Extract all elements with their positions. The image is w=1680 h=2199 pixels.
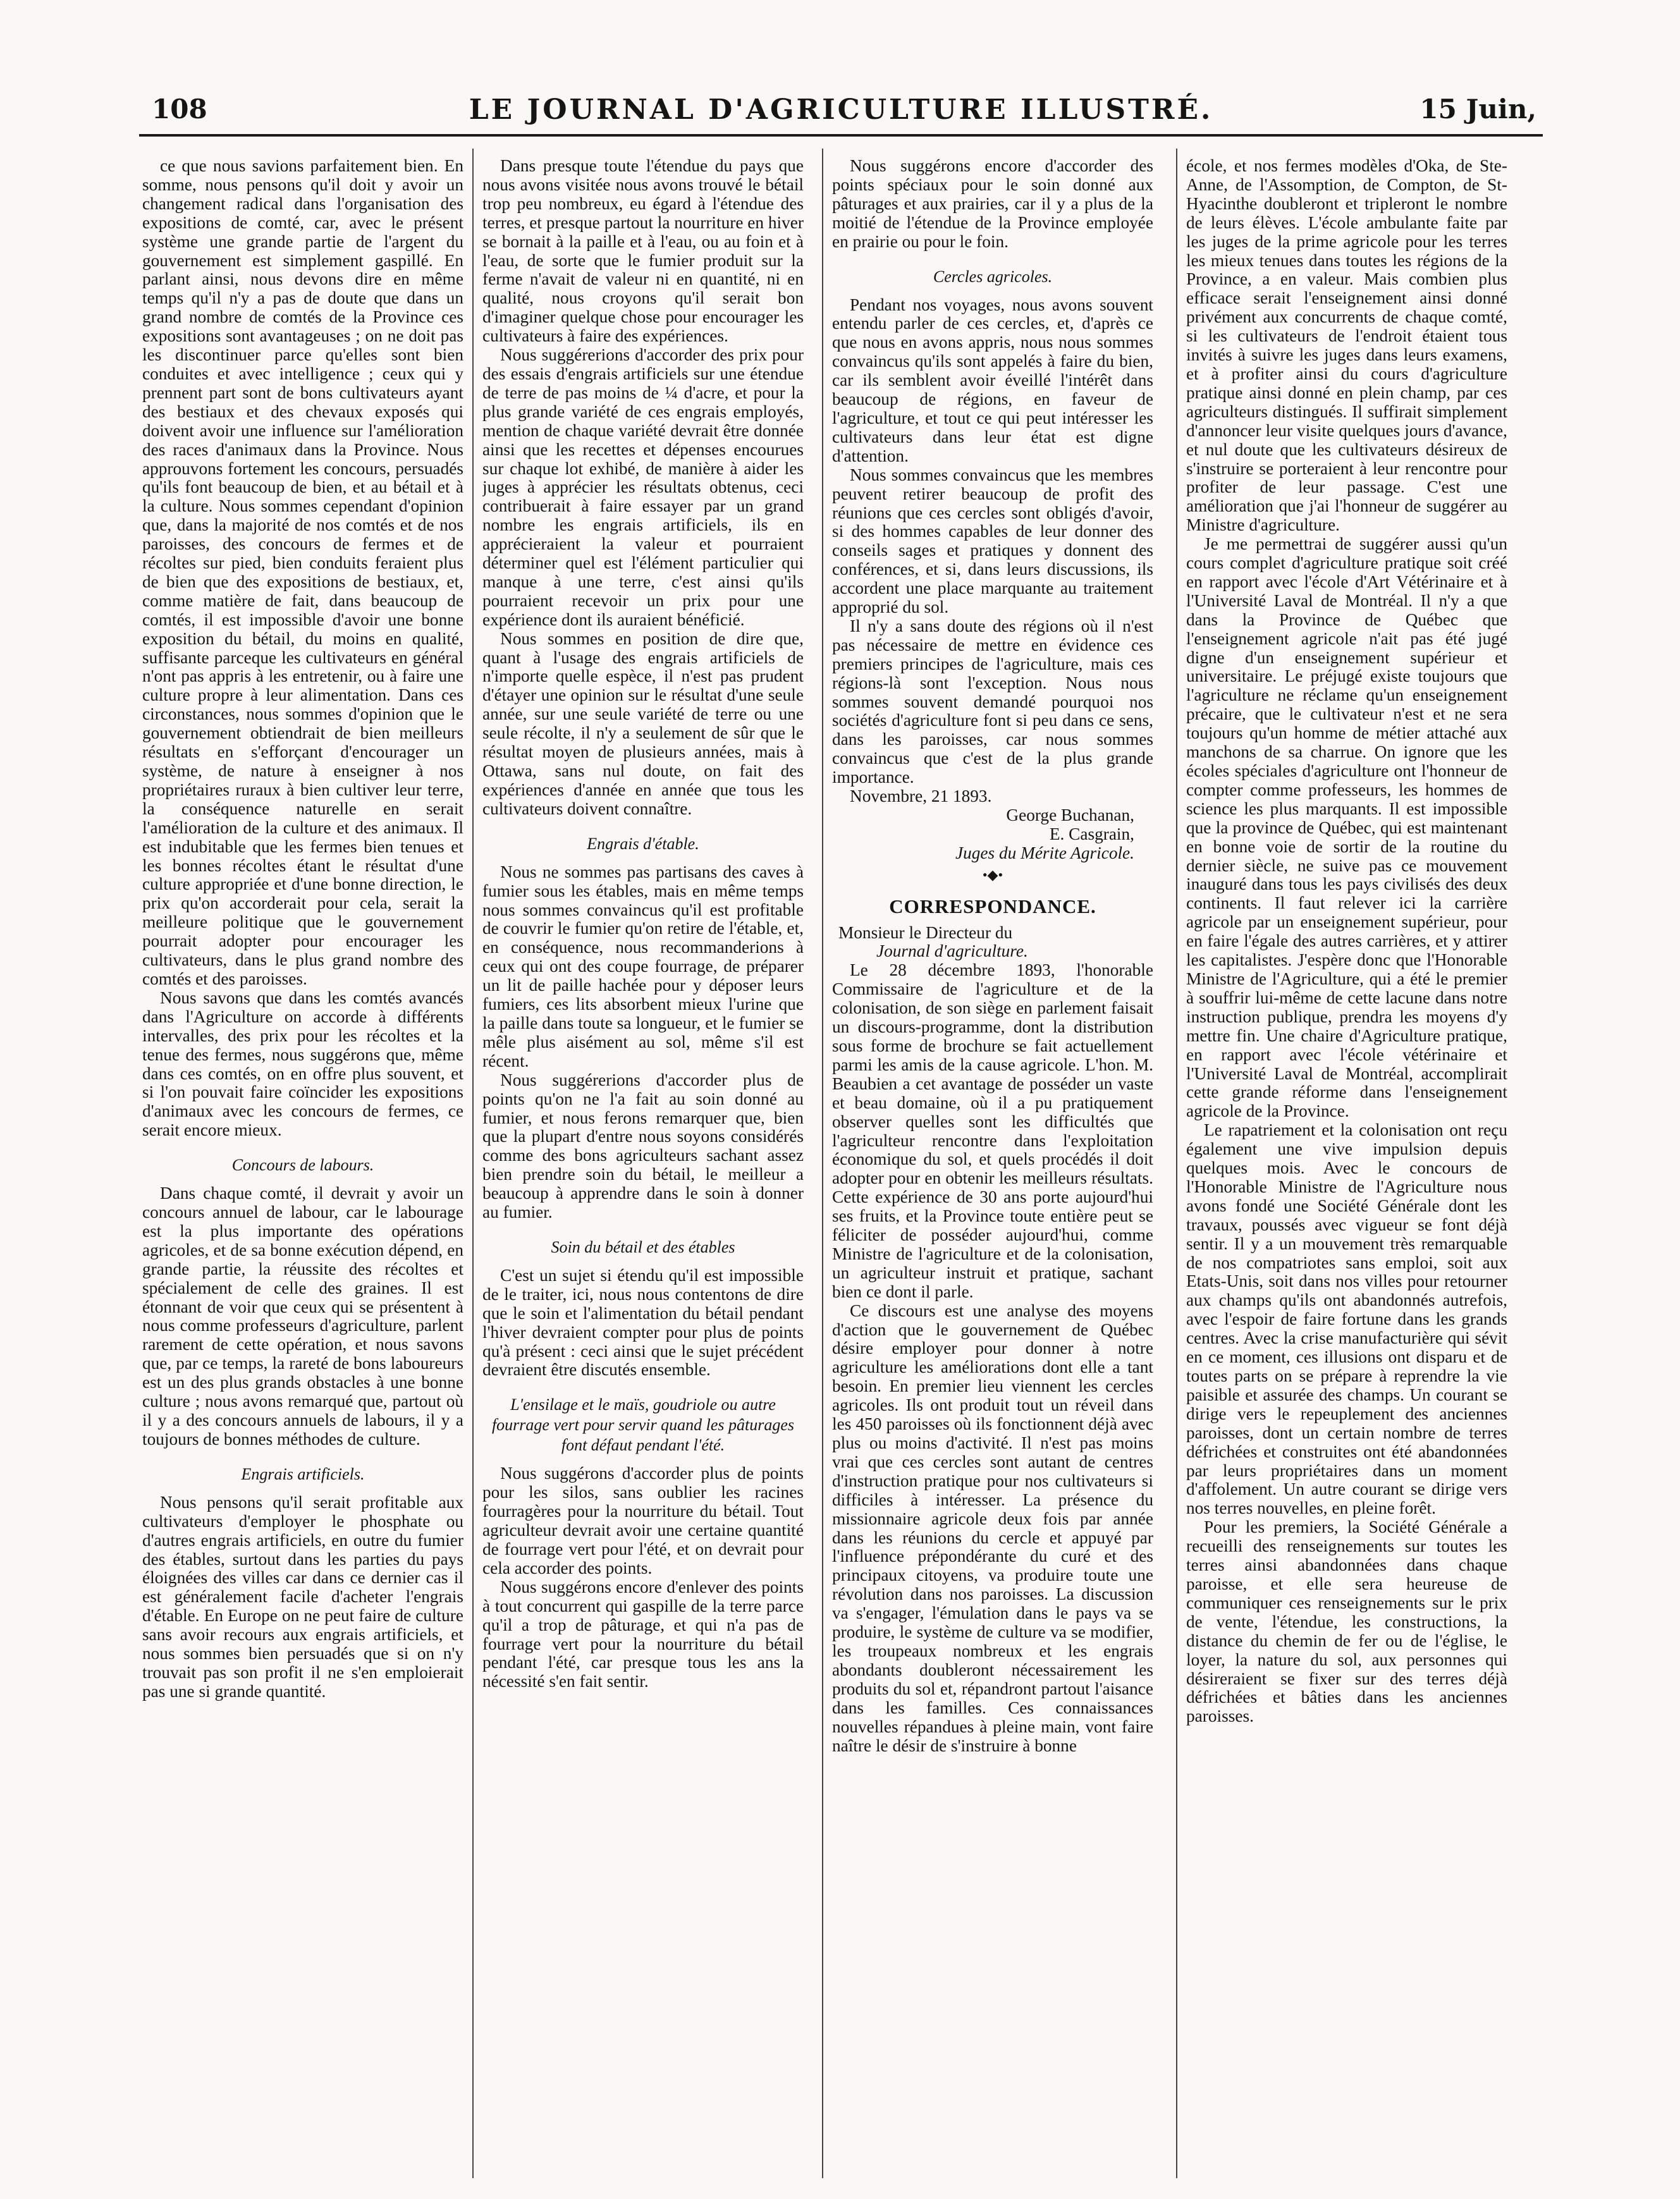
article-column-2 bbox=[482, 157, 804, 2167]
paragraph: Nous ne sommes pas partisans des caves à fumier sous les étables, mais en même temps nous sommes convaincus qu'il est profitable de couvrir le fumier qu'on retire de l'étable, et, en conséquence, nous recommanderions à ceux qui ont des coupe fourrage, de préparer un lit de paille hachée pour y déposer leurs fumiers, ces lits absorbent mieux l'urine que la paille dans toute sa longueur, et le fumier se mêle plus aisément au sol, même s'il est récent. bbox=[482, 862, 804, 1070]
journal-title: LE JOURNAL D'AGRICULTURE ILLUSTRÉ. bbox=[469, 94, 1213, 126]
paragraph: C'est un sujet si étendu qu'il est impossible de le traiter, ici, nous nous contentons de dire que le soin et l'alimentation du bétail pendant l'hiver devraient compter pour plus de points qu'à présent : ceci ainsi que le sujet précédent devraient être discutés ensemble. bbox=[482, 1265, 804, 1380]
page-header bbox=[139, 94, 1543, 138]
article-column-3 bbox=[832, 157, 1153, 2167]
issue-date: 15 Juin, bbox=[1419, 94, 1536, 125]
section-heading: Soin du bétail et des étables bbox=[551, 1237, 735, 1256]
header-rule bbox=[139, 134, 1543, 137]
paragraph: Dans presque toute l'étendue du pays que nous avons visitée nous avons trouvé le bétail trop peu nombreux, eu égard à l'étendue des terres, et presque partout la nourriture en hiver se bornait à la paille et à l'eau, ou au foin et à l'eau, de sorte que le fumier produit sur la ferme n'avait de valeur ni en quantité, ni en qualité, nous croyons qu'il serait bon d'imaginer quelque chose pour encourager les cultivateurs à faire des expériences. bbox=[482, 157, 804, 346]
paragraph: ce que nous savions parfaitement bien. En somme, nous pensons qu'il doit y avoir un changement radical dans l'organisation des expositions de comté, car, avec le présent système une grande partie de l'argent du gouvernement est simplement gaspillé. En parlant ainsi, nous devons dire en même temps qu'il n'y a pas de doute que dans un grand nombre de comtés de la Province ces expositions sont avantageuses ; on ne doit pas les discontinuer parce qu'elles sont bien conduites et avec intelligence ; ceux qui y prennent part sont de bons cultivateurs ayant des bestiaux et des chevaux exposés qui doivent avoir une influence sur l'amélioration des races d'animaux dans la Province. Nous approuvons fortement les concours, persuadés qu'ils font beaucoup de bien, et au bétail et à la culture. Nous sommes cependant d'opinion que, dans la majorité de nos comtés et de nos paroisses, des concours de fermes et de récoltes sur pied, bien conduits feraient plus de bien que des expositions de bestiaux, et, comme matière de fait, dans beaucoup de comtés, il est impossible d'avoir une bonne exposition du bétail, du moins en qualité, suffisante parceque les cultivateurs en général n'ont pas appris à les entretenir, ou à faire une culture propre à leur alimentation. Dans ces circonstances, nous sommes d'opinion que le gouvernement obtiendrait de bien meilleurs résultats en s'efforçant d'encourager un système, de nature à enseigner à nos propriétaires ruraux à bien cultiver leur terre, la conséquence naturelle en serait l'amélioration de la culture et des animaux. Il est indubitable que les fermes bien tenues et les bonnes récoltes étant le résultat d'une culture appropriée et d'une bonne direction, le prix qu'on accorderait pour cela, serait la meilleure politique que le gouvernement pourrait adopter pour encourager les cultivateurs, dans le plus grand nombre des comtés et des paroisses. bbox=[142, 157, 463, 988]
paragraph: école, et nos fermes modèles d'Oka, de Ste-Anne, de l'Assomption, de Compton, de St-Hyacinthe doubleront et tripleront le nombre de leurs élèves. L'école ambulante faite par les juges de la prime agricole pour les terres les mieux tenues dans toutes les régions de la Province, a en valeur. Mais combien plus efficace serait l'enseignement ainsi donné privément aux concurrents de chaque comté, si les cultivateurs de l'endroit étaient tous invités à suivre les juges dans leurs examens, et à profiter ainsi du cours d'agriculture pratique ainsi donné en plein champ, par ces agriculteurs distingués. Il suffirait simplement d'annoncer leur visite quelques jours d'avance, et nul doute que les cultivateurs désireux de s'instruire se porteraient à leur rencontre pour profiter de leur passage. C'est une amélioration que j'ai l'honneur de suggérer au Ministre d'agriculture. bbox=[1186, 157, 1507, 535]
section-heading: L'ensilage et le maïs, goudriole ou autre fourrage vert pour servir quand les pâturages font défaut pendant l'été. bbox=[491, 1395, 795, 1455]
signatory-name: George Buchanan, bbox=[1006, 805, 1134, 824]
paragraph: Le 28 décembre 1893, l'honorable Commissaire de l'agriculture et de la colonisation, de son siège en parlement faisait un discours-programme, dont la distribution sous forme de brochure se fait actuellement parmi les amis de la cause agricole. L'hon. M. Beaubien a cet avantage de posséder un vaste et beau domaine, où il a pu pratiquement observer quelles sont les difficultés que l'agriculteur rencontre dans l'exploitation économique du sol, et quels procédés il doit adopter pour en obtenir les meilleurs résultats. Cette expérience de 30 ans porte aujourd'hui ses fruits, et la Province toute entière peut se féliciter de posséder aujourd'hui, comme Ministre de l'agriculture et de la colonisation, un agriculteur instruit et pratique, sachant bien ce dont il parle. bbox=[832, 960, 1153, 1301]
page-number: 108 bbox=[152, 94, 207, 125]
paragraph: Nous suggérerions d'accorder des prix pour des essais d'engrais artificiels sur une étendue de terre de pas moins de ¼ d'acre, et pour la plus grande variété de ces engrais employés, mention de chaque variété devrait être donnée ainsi que les recettes et dépenses encourues sur chaque lot exhibé, de manière à aider les juges à apprécier les résultats obtenus, ceci contribuerait à faire essayer par un grand nombre les engrais artificiels, ils en apprécieraient la valeur et pourraient déterminer quel est l'élément particulier qui manque à une terre, c'est ainsi qu'ils pourraient recevoir un prix pour une expérience dont ils auraient bénéficié. bbox=[482, 345, 804, 629]
section-heading: Engrais artificiels. bbox=[241, 1464, 365, 1483]
column-divider bbox=[472, 149, 474, 2178]
paragraph: Pendant nos voyages, nous avons souvent entendu parler de ces cercles, et, d'après ce que nous en avons appris, nous nous sommes convaincus qu'ils sont appelés à faire du bien, car ils semblent avoir éveillé l'intérêt dans beaucoup de régions, en faveur de l'agriculture, et tout ce qui peut intéresser les cultivateurs dans leur état est digne d'attention. bbox=[832, 295, 1153, 465]
salutation-line: Monsieur le Directeur du bbox=[838, 922, 1013, 942]
paragraph: Nous sommes en position de dire que, quant à l'usage des engrais artificiels de n'importe quelle espèce, il n'est pas prudent d'étayer une opinion sur le résultat d'une seule année, sur une seule variété de terre ou une seule récolte, il n'y a seulement de sûr que le résultat moyen de plusieurs années, mais à Ottawa, sans nul doute, on fait des expériences d'année en année que tous les cultivateurs doivent connaître. bbox=[482, 628, 804, 818]
salutation-line: Journal d'agriculture. bbox=[876, 941, 1028, 961]
paragraph: Nous sommes convaincus que les membres peuvent retirer beaucoup de profit des réunions que ces cercles sont obligés d'avoir, si des hommes capables de leur donner des conseils sages et pratiques y donnent des conférences, et si, dans leurs discussions, ils accordent une place marquante au traitement approprié du sol. bbox=[832, 465, 1153, 617]
paragraph: Ce discours est une analyse des moyens d'action que le gouvernement de Québec désire employer pour donner à notre agriculture les améliorations dont elle a tant besoin. En premier lieu viennent les cercles agricoles. Ils ont produit tout un réveil dans les 450 paroisses où ils fonctionnent déjà avec plus ou moins d'activité. Il n'est pas moins vrai que ces cercles sont autant de centres d'instruction pratique pour nos cultivateurs si difficiles à intéresser. La présence du missionnaire agricole deux fois par année dans les réunions du cercle et appuyé par l'influence prépondérante du curé et des principaux citoyens, va produire toute une révolution dans nos paroisses. La discussion va s'engager, l'émulation dans le pays va se produire, le système de culture va se modifier, les troupeaux nombreux et les engrais abondants doubleront nécessairement les produits du sol et, répandront partout l'aisance dans les familles. Ces connaissances nouvelles répandues à pleine main, vont faire naître le désir de s'instruire à bonne bbox=[832, 1301, 1153, 1755]
salutation bbox=[832, 924, 1153, 962]
signatory-name: E. Casgrain, bbox=[1049, 824, 1134, 843]
correspondence-heading: CORRESPONDANCE. bbox=[889, 895, 1096, 917]
signatory-title: Juges du Mérite Agricole. bbox=[955, 843, 1134, 862]
column-divider bbox=[822, 149, 823, 2178]
paragraph: Pour les premiers, la Société Générale a recueilli des renseignements sur toutes les terres ainsi abandonnées dans chaque paroisse, et elle sera heureuse de communiquer ces renseignements sur le prix de vente, l'étendue, les constructions, la distance du chemin de fer ou de l'église, le loyer, la nature du sol, aux personnes qui désireraient se fixer sur des terres déjà défrichées et bâties dans les anciennes paroisses. bbox=[1186, 1517, 1507, 1726]
paragraph: Nous suggérons encore d'enlever des points à tout concurrent qui gaspille de la terre parce qu'il a trop de pâturage, et qui n'a pas de fourrage vert pour la nourriture du bétail pendant l'été, car presque tous les ans la nécessité s'en fait sentir. bbox=[482, 1577, 804, 1691]
paragraph: Je me permettrai de suggérer aussi qu'un cours complet d'agriculture pratique soit créé en rapport avec l'école d'Art Vétérinaire et à l'Université Laval de Montréal. Il n'y a que dans la Province de Québec que l'enseignement agricole n'ait pas été jugé digne d'un enseignement supérieur et universitaire. Le préjugé existe toujours que l'agriculture ne réclame qu'un enseignement précaire, que le cultivateur n'est et ne sera toujours qu'un homme de métier attaché aux manchons de sa charrue. On ignore que les écoles spéciales d'agriculture ont l'honneur de compter comme professeurs, les hommes de science les plus marquants. Il est impossible que la province de Québec, qui est maintenant en bonne voie de sortir de la routine du dernier siècle, ne suive pas ce mouvement inauguré dans tous les pays civilisés des deux continents. Il faut relever ici la carrière agricole par un enseignement supérieur, pour en faire l'égale des autres carrières, et y attirer les capitalistes. J'espère donc que l'Honorable Ministre de l'Agriculture, qui a été le premier à souffrir lui-même de cette lacune dans notre instruction publique, prendra les moyens d'y mettre fin. Une chaire d'Agriculture pratique, en rapport avec l'école vétérinaire et l'Université Laval de Montréal, accomplirait cette grande réforme dans l'enseignement agricole de la Province. bbox=[1186, 534, 1507, 1121]
article-column-1 bbox=[142, 157, 463, 2167]
paragraph: Il n'y a sans doute des régions où il n'est pas nécessaire de mettre en évidence ces premiers principes de l'agriculture, mais ces régions-là sont l'exception. Nous nous sommes souvent demandé pourquoi nos sociétés d'agriculture font si peu dans ce sens, dans les paroisses, car nous sommes convaincus que c'est de la plus grande importance. bbox=[832, 616, 1153, 787]
report-date: Novembre, 21 1893. bbox=[850, 787, 992, 806]
ornament-divider: •◆• bbox=[982, 866, 1003, 883]
section-heading: Concours de labours. bbox=[231, 1156, 374, 1175]
paragraph: Nous suggérons encore d'accorder des points spéciaux pour le soin donné aux pâturages et aux prairies, car il y a plus de la moitié de l'étendue de la Province employée en prairie ou pour le foin. bbox=[832, 157, 1153, 251]
paragraph: Nous suggérerions d'accorder plus de points qu'on ne l'a fait au soin donné au fumier, et nous ferons remarquer que, bien que la plupart d'entre nous soyons considérés comme des bons agriculteurs sachant assez bien prendre soin du bétail, le meilleur a beaucoup à apprendre dans le soin à donner au fumier. bbox=[482, 1070, 804, 1222]
column-divider bbox=[1176, 149, 1177, 2178]
paragraph: Nous pensons qu'il serait profitable aux cultivateurs d'employer le phosphate ou d'autres engrais artificiels, en outre du fumier des étables, surtout dans les parties du pays éloignées des villes car dans ce dernier cas il est généralement facile d'acheter l'engrais d'étable. En Europe on ne peut faire de culture sans avoir recours aux engrais artificiels, et nous sommes bien persuadés que si on n'y trouvait pas son profit il ne s'en emploierait pas une si grande quantité. bbox=[142, 1492, 463, 1701]
article-column-4 bbox=[1186, 157, 1507, 2167]
paragraph: Dans chaque comté, il devrait y avoir un concours annuel de labour, car le labourage est la plus importante des opérations agricoles, et de sa bonne exécution dépend, en grande partie, la réussite des récoltes et spécialement de celle des graines. Il est étonnant de voir que ceux qui se présentent à nous comme professeurs d'agriculture, parlent rarement de cette opération, et nous savons que, par ce temps, la rareté de bons laboureurs est un des plus grands obstacles à une bonne culture ; nous avons remarqué que, partout où il y a des concours annuels de labours, il y a toujours de bonnes méthodes de culture. bbox=[142, 1184, 463, 1449]
section-heading: Engrais d'étable. bbox=[587, 834, 699, 853]
paragraph: Le rapatriement et la colonisation ont reçu également une vive impulsion depuis quelques mois. Avec le concours de l'Honorable Ministre de l'Agriculture nous avons fondé une Société Générale dont les travaux, poussés avec vigueur se font déjà sentir. Il y a un mouvement très remarquable de nos compatriotes sans emploi, soit aux Etats-Unis, soit dans nos villes pour retourner aux champs qu'ils ont abandonnés autrefois, avec l'espoir de faire fortune dans les grands centres. Avec la crise manufacturière qui sévit en ce moment, ces illusions ont disparu et de toutes parts on se prépare à reprendre la vie paisible et assurée des champs. Un courant se dirige vers le repeuplement des anciennes paroisses, dont un certain nombre de terres défrichées et construites ont été abandonnées par leurs propriétaires dans un moment d'affolement. Un autre courant se dirige vers nos terres nouvelles, en pleine forêt. bbox=[1186, 1120, 1507, 1518]
paragraph: Nous suggérons d'accorder plus de points pour les silos, sans oublier les racines fourragères pour la nourriture du bétail. Tout agriculteur devrait avoir une certaine quantité de fourrage vert pour l'été, et on devrait pour cela accorder des points. bbox=[482, 1464, 804, 1577]
paragraph: Nous savons que dans les comtés avancés dans l'Agriculture on accorde à différents intervalles, des prix pour les récoltes et la tenue des fermes, nous suggérons que, même dans ces comtés, on en offre plus souvent, et si l'on pouvait faire coïncider les expositions d'animaux avec les concours de fermes, ce serait encore mieux. bbox=[142, 988, 463, 1140]
section-heading: Cercles agricoles. bbox=[933, 267, 1053, 286]
signature-block bbox=[832, 806, 1153, 863]
